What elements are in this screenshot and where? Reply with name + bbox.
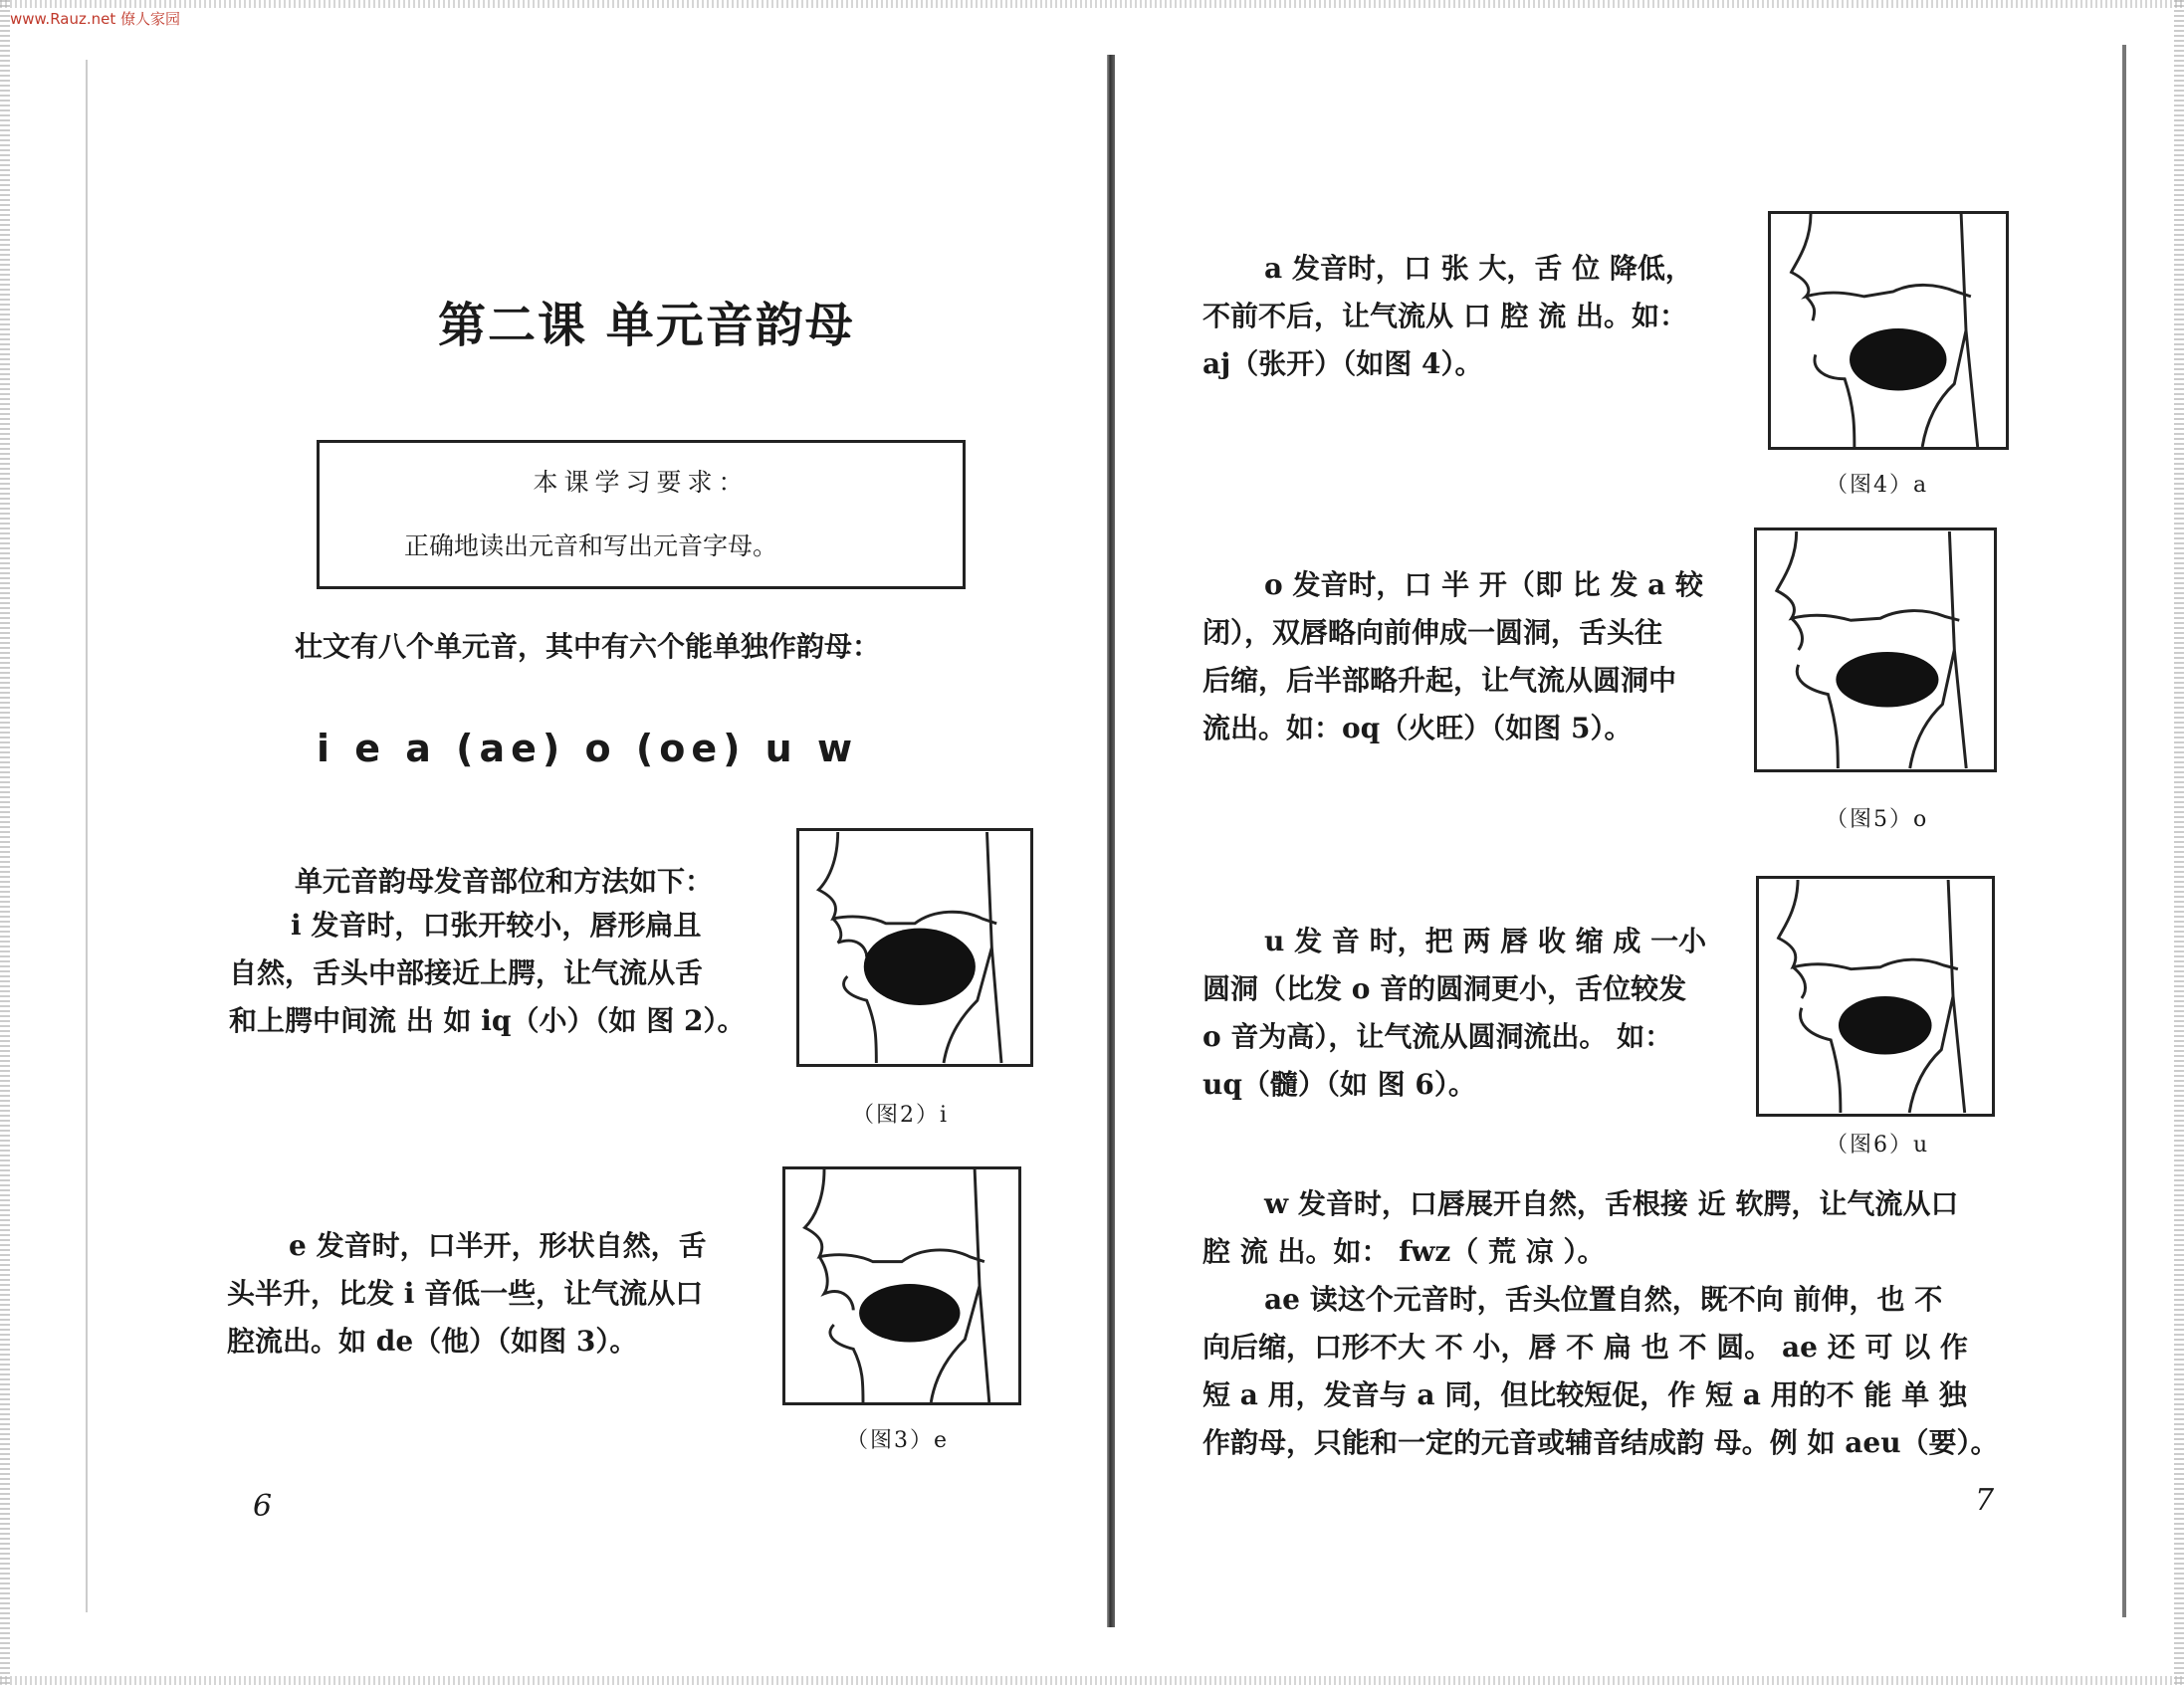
text-line: 头半升，比发 i 音低一些，让气流从口 xyxy=(227,1277,704,1310)
text-line: 短 a 用，发音与 a 同，但比较短促，作 短 a 用的不 能 单 独 xyxy=(1202,1378,1967,1411)
left-page-number: 6 xyxy=(253,1489,273,1524)
right-page-number: 7 xyxy=(1975,1483,1995,1518)
text-line: a 发音时，口 张 大，舌 位 降低， xyxy=(1264,252,1693,285)
requirement-body: 正确地读出元音和写出元音字母。 xyxy=(404,531,778,560)
text-line: 向后缩，口形不大 不 小，唇 不 扁 也 不 圆。 ae 还 可 以 作 xyxy=(1202,1331,1968,1364)
text-line: 作韵母，只能和一定的元音或辅音结成韵 母。例 如 aeu（要）。 xyxy=(1202,1426,1999,1459)
figure-6-mouth-diagram xyxy=(1756,876,1995,1117)
mouth-diagram-icon xyxy=(1759,879,1992,1114)
w-description xyxy=(1202,1180,1958,1276)
page-left-edge xyxy=(0,0,10,1685)
right-page-edge xyxy=(2122,45,2126,1617)
text-line: 和上腭中间流 出 如 iq（小）（如 图 2）。 xyxy=(229,1004,746,1037)
page-top-edge xyxy=(0,0,2184,8)
mouth-diagram-icon xyxy=(1757,530,1994,769)
figure-5-mouth-diagram xyxy=(1754,527,1997,772)
text-line: 腔 流 出。如： fwz（ 荒 凉 ）。 xyxy=(1202,1235,1606,1268)
ae-description xyxy=(1202,1276,1999,1467)
text-line: o 发音时，口 半 开（即 比 发 a 较 xyxy=(1264,568,1704,601)
mouth-diagram-icon xyxy=(799,831,1030,1064)
method-heading: 单元音韵母发音部位和方法如下： xyxy=(295,865,714,898)
figure-6-caption: （图6）u xyxy=(1826,1133,1930,1158)
text-line: 后缩，后半部略升起，让气流从圆洞中 xyxy=(1202,664,1677,697)
u-description xyxy=(1202,918,1706,1109)
text-line: u 发 音 时，把 两 唇 收 缩 成 一小 xyxy=(1264,925,1707,957)
requirement-title: 本课学习要求： xyxy=(533,468,750,497)
mouth-diagram-icon xyxy=(1771,214,2006,447)
figure-2-caption: （图2）i xyxy=(852,1103,950,1128)
mouth-diagram-icon xyxy=(785,1169,1018,1402)
figure-5-caption: （图5）o xyxy=(1826,807,1929,832)
lesson-title: 第二课 单元音韵母 xyxy=(438,298,855,353)
figure-3-caption: （图3）e xyxy=(846,1428,950,1453)
i-description xyxy=(229,902,745,1045)
intro-text: 壮文有八个单元音，其中有六个能单独作韵母： xyxy=(295,630,881,663)
text-line: 流出。如：oq（火旺）（如图 5）。 xyxy=(1202,712,1633,744)
page-bottom-edge xyxy=(0,1676,2184,1685)
page-right-edge xyxy=(2174,0,2184,1685)
book-gutter xyxy=(1107,55,1115,1627)
text-line: aj（张开）（如图 4）。 xyxy=(1202,347,1483,380)
text-line: w 发音时，口唇展开自然，舌根接 近 软腭，让气流从口 xyxy=(1264,1187,1959,1220)
vowel-list: i e a (ae) o (oe) u w xyxy=(317,727,859,770)
figure-2-mouth-diagram xyxy=(796,828,1033,1067)
text-line: i 发音时，口张开较小，唇形扁且 xyxy=(291,909,702,942)
figure-4-caption: （图4）a xyxy=(1826,473,1929,498)
figure-4-mouth-diagram xyxy=(1768,211,2009,450)
e-description xyxy=(227,1222,707,1366)
text-line: ae 读这个元音时，舌头位置自然，既不向 前伸，也 不 xyxy=(1264,1283,1943,1316)
text-line: 圆洞（比发 o 音的圆洞更小，舌位较发 xyxy=(1202,972,1687,1005)
watermark: www.Rauz.net 僚人家园 xyxy=(10,10,181,28)
left-page-edge xyxy=(86,60,88,1612)
requirement-box xyxy=(317,440,966,589)
text-line: 腔流出。如 de（他）（如图 3）。 xyxy=(227,1325,638,1358)
text-line: uq（髓）（如 图 6）。 xyxy=(1202,1068,1476,1101)
a-description xyxy=(1202,245,1693,388)
figure-3-mouth-diagram xyxy=(782,1166,1021,1405)
o-description xyxy=(1202,561,1703,752)
text-line: e 发音时，口半开，形状自然，舌 xyxy=(289,1229,707,1262)
text-line: 自然，舌头中部接近上腭，让气流从舌 xyxy=(229,956,704,989)
text-line: o 音为高），让气流从圆洞流出。 如： xyxy=(1202,1020,1673,1053)
text-line: 不前不后，让气流从 口 腔 流 出。如： xyxy=(1202,300,1687,332)
text-line: 闭），双唇略向前伸成一圆洞，舌头往 xyxy=(1202,616,1663,649)
